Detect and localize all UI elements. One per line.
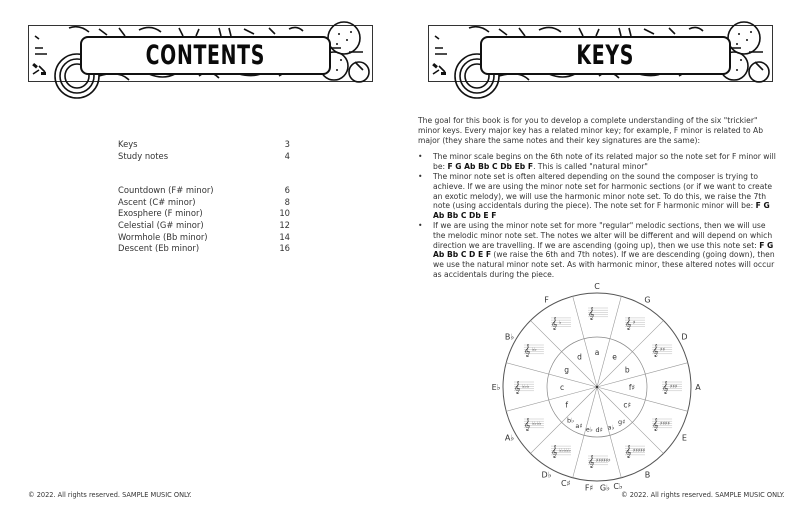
major-key-label: G: [644, 295, 651, 305]
minor-key-label: e: [612, 352, 617, 362]
accidental-icon: ♯♯♯: [670, 384, 678, 390]
toc-label: Countdown (F# minor): [118, 185, 214, 196]
toc-entry[interactable]: [118, 197, 290, 209]
treble-clef-icon: 𝄞: [652, 418, 659, 431]
minor-key-label: c♯: [623, 400, 632, 410]
toc-entry[interactable]: [118, 243, 290, 255]
bullet-item: [418, 221, 780, 280]
accidental-icon: ♭♭: [531, 347, 537, 353]
treble-clef-icon: 𝄞: [514, 381, 521, 394]
right-page: [400, 0, 800, 518]
treble-clef-icon: 𝄞: [523, 344, 531, 357]
toc-entry[interactable]: [118, 151, 290, 163]
toc-label: Exosphere (F minor): [118, 208, 203, 219]
minor-key-label: e♭: [585, 425, 593, 434]
major-key-label: E: [681, 433, 687, 443]
accidental-icon: ♯♯♯♯♯: [633, 448, 646, 455]
bullet-item: [418, 152, 780, 172]
bullet-text: . This is called "natural minor": [533, 162, 648, 172]
table-of-contents: [118, 139, 290, 255]
major-key-label: B: [644, 470, 651, 480]
toc-label: Keys: [118, 139, 138, 149]
toc-label: Wormhole (Bb minor): [118, 231, 208, 242]
toc-entry[interactable]: [118, 208, 290, 220]
accidental-icon: ♯♯: [660, 347, 665, 353]
minor-key-label: a♭: [607, 423, 615, 432]
footer-copyright: © 2022. All rights reserved. SAMPLE MUSIC ONLY.: [621, 491, 785, 499]
bullet-text: The minor scale begins on the 6th note of its related major so the note set for F minor will be:: [433, 152, 776, 172]
minor-key-label: f♯: [628, 383, 636, 392]
accidental-icon: ♯♯♯♯: [660, 421, 670, 427]
title-frame: [80, 36, 331, 75]
bullet-text: (we raise the 6th and 7th notes). If we are descending (going down), then we use the natural minor note set. As with harmonic minor, these altered notes will occur as accidentals during the piece.: [433, 250, 775, 279]
major-key-label: A: [695, 383, 701, 392]
page-title: CONTENTS: [145, 40, 266, 71]
treble-clef-icon: 𝄞: [551, 316, 558, 330]
treble-clef-icon: 𝄞: [625, 316, 632, 330]
toc-page: 8: [284, 196, 290, 207]
note-set: F G Ab Bb C D E F: [433, 240, 774, 260]
minor-key-label: a♯: [575, 421, 583, 430]
toc-page: 4: [284, 150, 290, 161]
treble-clef-icon: 𝄞: [551, 445, 558, 459]
footer-copyright: © 2022. All rights reserved. SAMPLE MUSIC ONLY.: [28, 491, 192, 499]
treble-clef-icon: 𝄞: [588, 455, 595, 468]
bullet-list: [418, 152, 780, 279]
major-key-label: C: [594, 282, 600, 291]
major-key-label: A♭: [504, 433, 515, 443]
contents-banner: [28, 25, 373, 82]
note-set: F G Ab Bb C Db Eb F: [447, 162, 534, 172]
treble-clef-icon: 𝄞: [625, 445, 632, 459]
center-dot: [596, 386, 598, 388]
toc-page: 10: [279, 208, 290, 219]
toc-page: 3: [284, 139, 290, 149]
toc-entry[interactable]: [118, 185, 290, 197]
toc-entry[interactable]: [118, 220, 290, 232]
circle-of-fifths: [491, 282, 706, 493]
minor-key-label: b: [624, 365, 630, 375]
keys-banner: [428, 25, 773, 82]
toc-label: Celestial (G# minor): [118, 219, 204, 230]
major-key-label: D♭: [541, 470, 552, 480]
page-title: KEYS: [576, 40, 635, 71]
toc-entry[interactable]: [118, 139, 290, 151]
toc-entry[interactable]: [118, 232, 290, 244]
toc-page: 12: [279, 219, 290, 230]
major-key-label: B♭: [504, 332, 515, 342]
minor-key-label: g♯: [618, 417, 626, 426]
bullet-item: [418, 172, 780, 221]
treble-clef-icon: 𝄞: [523, 418, 531, 431]
intro-paragraph: The goal for this book is for you to develop a complete understanding of the six "trickier" minor keys. Every major key has a related minor key; for example, F minor is related to Ab major (they share the same notes and their key signatures are the same):: [418, 116, 764, 145]
minor-key-label: f: [565, 400, 569, 410]
minor-key-label: g: [564, 365, 570, 375]
major-key-label: C♭: [613, 481, 623, 491]
toc-label: Study notes: [118, 150, 169, 161]
minor-key-label: a: [594, 348, 600, 357]
accidental-icon: ♭: [559, 319, 562, 326]
treble-clef-icon: 𝄞: [652, 344, 659, 357]
accidental-icon: ♯♯♯♯♯♯: [596, 458, 611, 464]
toc-page: 16: [279, 243, 290, 254]
toc-page: 6: [284, 185, 290, 196]
major-key-label: F♯: [584, 483, 594, 493]
title-frame: [480, 36, 731, 75]
keys-body: [418, 116, 780, 280]
minor-key-label: d: [577, 352, 582, 362]
accidental-icon: ♭♭♭♭: [531, 421, 542, 427]
major-key-label: D: [681, 332, 688, 342]
toc-label: Ascent (C# minor): [118, 196, 196, 207]
accidental-icon: ♯: [633, 319, 636, 326]
toc-label: Descent (Eb minor): [118, 243, 200, 254]
treble-clef-icon: 𝄞: [662, 381, 669, 394]
bullet-text: If we are using the minor note set for more "regular" melodic sections, then we will use the melodic minor note set. The notes we alter will be different and will depend on which direction we are travelling. If we are ascending (going up), then we use this note set:: [433, 220, 773, 250]
treble-clef-icon: 𝄞: [588, 307, 595, 320]
minor-key-label: d♯: [595, 425, 603, 434]
toc-page: 14: [279, 231, 290, 242]
minor-key-label: c: [559, 383, 565, 392]
major-key-label: G♭: [599, 483, 610, 493]
accidental-icon: ♭♭♭♭♭: [559, 448, 571, 455]
minor-key-label: b♭: [566, 416, 575, 425]
major-key-label: C♯: [561, 479, 571, 489]
bullet-text: The minor note set is often altered depending on the sound the composer is trying to achieve. If we are using the minor note set for harmonic sections (or if we want to create an exotic melody), we will use the harmonic minor note set. To do this, we raise the 7th note (using accidentals during the piece). The note set for F harmonic minor will be:: [433, 171, 773, 211]
major-key-label: F: [544, 295, 549, 305]
accidental-icon: ♭♭♭: [522, 384, 530, 390]
major-key-label: E♭: [491, 383, 501, 392]
note-set: F G Ab Bb C Db E F: [433, 201, 770, 221]
